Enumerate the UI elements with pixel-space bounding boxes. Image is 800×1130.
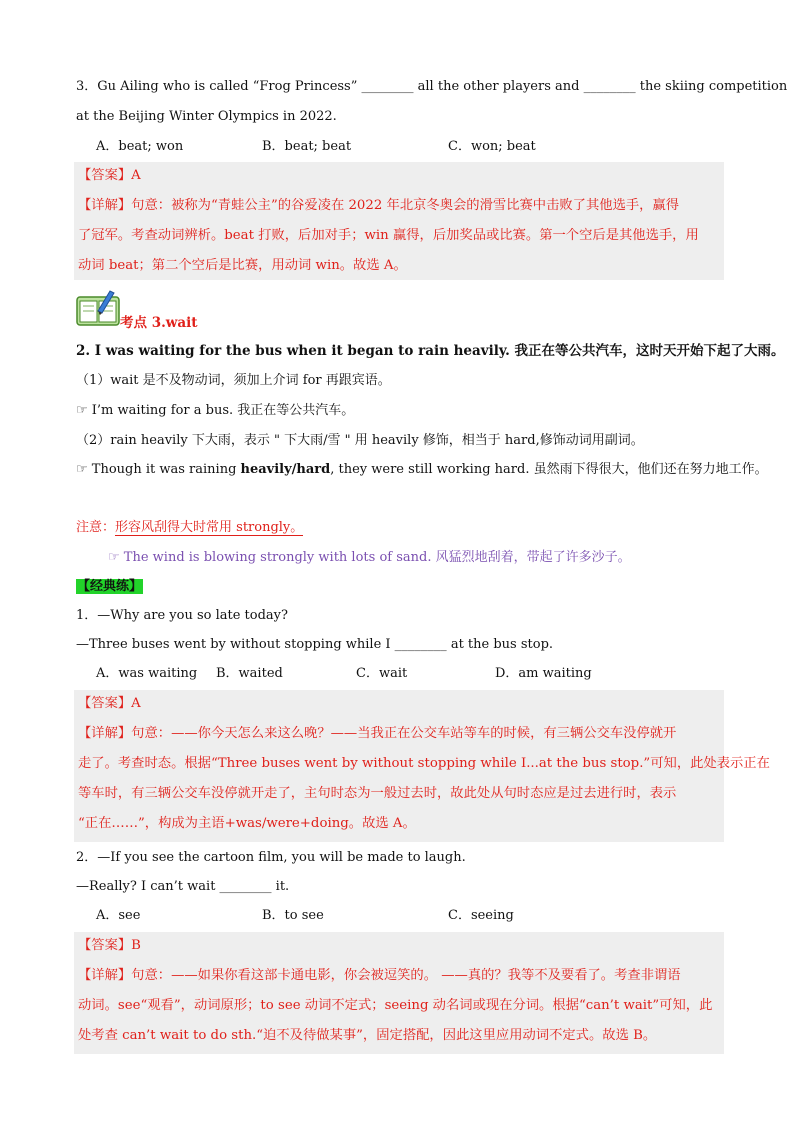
- practice-heading: [76, 577, 143, 597]
- p2-stem-line1: 2．—If you see the cartoon film, you will be made to laugh.: [76, 850, 466, 865]
- q3-option-a: A．beat; won: [96, 139, 184, 154]
- p2-explain-line2: 动词。see“观看”，动词原形；to see 动词不定式；seeing 动名词或现在分词。根据“can’t wait”可知，此: [78, 998, 713, 1013]
- p2-explain-line1: 【详解】句意：——如果你看这部卡通电影，你会被逗笑的。 ——真的？我等不及要看了。考查非谓语: [78, 968, 681, 983]
- p1-explain-line2: 走了。考查时态。根据“Three buses went by without stopping while I...at the bus stop.”可知，此处表示正在: [78, 756, 770, 771]
- p2-option-a: A．see: [96, 908, 141, 923]
- q3-answer-box: [74, 162, 724, 280]
- key-sentence-chinese: 我正在等公共汽车，这时天开始下起了大雨。: [514, 343, 785, 359]
- p2-option-c: C．seeing: [448, 908, 514, 923]
- q3-explain-line3: 动词 beat；第二个空后是比赛，用动词 win。故选 A。: [78, 258, 407, 273]
- example-3: ☞ The wind is blowing strongly with lots of sand. 风猛烈地刮着，带起了许多沙子。: [108, 550, 631, 565]
- note-2: （2）rain heavily 下大雨，表示 " 下大雨/雪 " 用 heavily 修饰，相当于 hard,修饰动词用副词。: [76, 433, 644, 448]
- example-2-post: , they were still working hard. 虽然雨下得很大，他们还在努力地工作。: [330, 462, 768, 477]
- note-1: （1）wait 是不及物动词，须加上介词 for 再跟宾语。: [76, 373, 391, 388]
- p1-answer: 【答案】A: [78, 696, 141, 711]
- book-pen-icon: [76, 287, 120, 327]
- key-sentence: [76, 341, 785, 361]
- q3-stem-line1: 3．Gu Ailing who is called “Frog Princess” ________ all the other players and ________ the skiing competition: [76, 79, 788, 94]
- p1-option-b: B．waited: [216, 666, 283, 681]
- section-heading: 考点 3.wait: [120, 315, 198, 331]
- p1-explain-line3: 等车时，有三辆公交车没停就开走了，主句时态为一般过去时，故此处从句时态应是过去进行时，表示: [78, 786, 677, 801]
- example-1: ☞ I’m waiting for a bus. 我正在等公共汽车。: [76, 403, 355, 418]
- attention-text: 形容风刮得大时常用 strongly。: [115, 520, 304, 535]
- p1-option-d: D．am waiting: [495, 666, 592, 681]
- p2-option-b: B．to see: [262, 908, 324, 923]
- p1-stem-line1: 1．—Why are you so late today?: [76, 608, 288, 623]
- p1-explain-line1: 【详解】句意：——你今天怎么来这么晚？——当我正在公交车站等车的时候，有三辆公交车没停就开: [78, 726, 677, 741]
- p1-stem-line2: —Three buses went by without stopping while I ________ at the bus stop.: [76, 637, 554, 652]
- key-sentence-english: 2. I was waiting for the bus when it began to rain heavily.: [76, 343, 510, 359]
- q3-stem-line2: at the Beijing Winter Olympics in 2022.: [76, 109, 337, 124]
- p2-explain-line3: 处考查 can’t wait to do sth.“迫不及待做某事”，固定搭配，因此这里应用动词不定式。故选 B。: [78, 1028, 657, 1043]
- p1-option-c: C．wait: [356, 666, 408, 681]
- example-2-bold: heavily/hard: [240, 462, 331, 477]
- p2-stem-line2: —Really? I can’t wait ________ it.: [76, 879, 290, 894]
- p2-answer: 【答案】B: [78, 938, 141, 953]
- example-2: [76, 460, 768, 480]
- p2-answer-box: [74, 932, 724, 1054]
- attention-label: 注意：: [76, 520, 116, 535]
- practice-tag: 【经典练】: [77, 579, 143, 594]
- p1-answer-box: [74, 690, 770, 842]
- attention-note: [76, 518, 303, 538]
- q3-explain-line1: 【详解】句意：被称为“青蛙公主”的谷爱凌在 2022 年北京冬奥会的滑雪比赛中击败了其他选手，赢得: [78, 198, 680, 213]
- p1-option-a: A．was waiting: [96, 666, 198, 681]
- example-2-pre: ☞ Though it was raining: [76, 462, 241, 477]
- q3-answer: 【答案】A: [78, 168, 141, 183]
- p1-explain-line4: “正在……”，构成为主语+was/were+doing。故选 A。: [78, 816, 416, 831]
- q3-option-b: B．beat; beat: [262, 139, 352, 154]
- q3-option-c: C．won; beat: [448, 139, 536, 154]
- q3-explain-line2: 了冠军。考查动词辨析。beat 打败，后加对手；win 赢得，后加奖品或比赛。第一个空后是其他选手，用: [78, 228, 699, 243]
